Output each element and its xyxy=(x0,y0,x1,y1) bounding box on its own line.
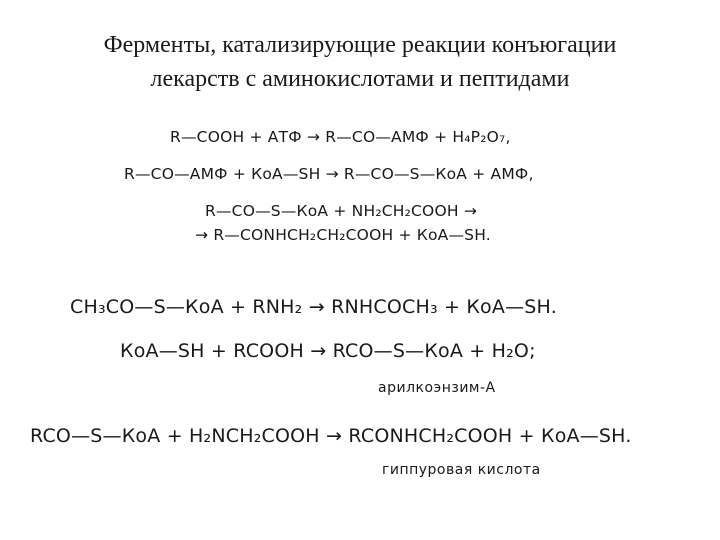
equation-hippuric-acid: RCO—S—КоА + H₂NCH₂COOH → RCONHCH₂COOH + КоА—SH. xyxy=(30,425,632,447)
title-line-1: Ферменты, катализирующие реакции конъюгации xyxy=(103,32,617,58)
slide-title xyxy=(0,28,720,96)
equation-glycine-conjugation-part1: R—CO—S—КоА + NH₂CH₂COOH → xyxy=(205,202,478,220)
title-line-2: лекарств с аминокислотами и пептидами xyxy=(150,66,570,92)
equation-arylcoenzyme-formation: КоА—SH + RCOOH → RCO—S—КоА + H₂O; xyxy=(120,340,536,362)
label-hippuric-acid: гиппуровая кислота xyxy=(382,462,541,478)
label-arylcoenzyme: арилкоэнзим-А xyxy=(378,380,496,396)
equation-coa-transfer: R—CO—АМФ + КоА—SH → R—CO—S—КоА + АМФ, xyxy=(124,165,534,183)
equation-atp-activation: R—COOH + АТФ → R—CO—АМФ + H₄P₂O₇, xyxy=(170,128,511,146)
equation-glycine-conjugation-part2: → R—CONHCH₂CH₂COOH + КоА—SH. xyxy=(195,226,491,244)
equation-acetylation: CH₃CO—S—КоА + RNH₂ → RNHCOCH₃ + КоА—SH. xyxy=(70,296,557,318)
